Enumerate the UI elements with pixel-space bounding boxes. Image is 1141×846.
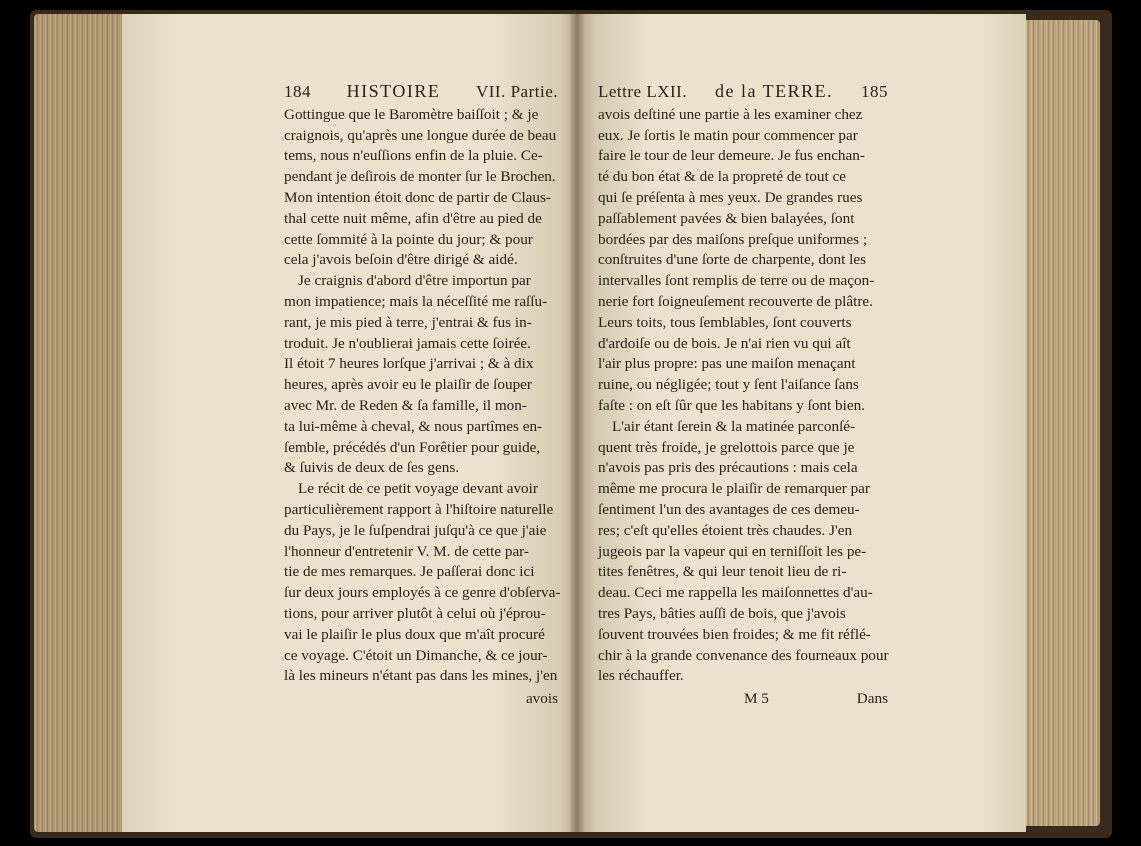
text-line: n'avois pas pris des précautions : mais cela <box>598 459 858 477</box>
text-line: chir à la grande convenance des fourneaux pour <box>598 646 889 664</box>
text-line: ſouvent trouvées bien froides; & me fit réflé- <box>598 625 871 643</box>
text-line: avec Mr. de Reden & ſa famille, il mon- <box>284 396 527 414</box>
right-catchword: Dans <box>856 690 888 708</box>
text-line: faire le tour de leur demeure. Je fus enchan- <box>598 147 865 165</box>
text-line: jugeois par la vapeur qui en terniſſoit les pe- <box>598 542 867 560</box>
text-line: L'air étant ſerein & la matinée parconſé- <box>612 417 856 435</box>
text-line: ſur deux jours employés à ce genre d'obſerva- <box>284 584 561 602</box>
text-line: là les mineurs n'étant pas dans les mines, j'en <box>284 667 558 685</box>
text-line: d'ardoiſe ou de bois. Je n'ai rien vu qui aît <box>598 334 851 352</box>
text-line: Je craignis d'abord d'être importun par <box>298 272 531 290</box>
text-line: té du bon état & de la propreté de tout ce <box>598 168 846 186</box>
text-line: res; c'eſt qu'elles étoient très chaudes. J'en <box>598 521 853 539</box>
text-line: ſemble, précédés d'un Forêtier pour guide, <box>284 438 541 456</box>
text-line: heures, après avoir eu le plaiſir de ſouper <box>284 376 532 394</box>
right-running-title: de la TERRE. <box>714 81 834 101</box>
text-line: particulièrement rapport à l'hiſtoire naturelle <box>284 500 554 518</box>
text-line: tres Pays, bâties auſſi de bois, que j'avois <box>598 604 846 622</box>
text-line: ta lui-même à cheval, & nous partîmes en- <box>284 417 543 435</box>
text-line: Mon intention étoit donc de partir de Claus- <box>284 188 551 206</box>
right-footer <box>598 689 888 710</box>
text-line: avois deſtiné une partie à les examiner chez <box>598 105 863 123</box>
right-running-head <box>598 81 888 103</box>
text-line: l'air plus propre: pas une maiſon menaçant <box>598 355 856 373</box>
text-line: cela j'avois beſoin d'être dirigé & aidé. <box>284 251 518 269</box>
text-line: ruine, ou négligée; tout y ſent l'aiſance ſans <box>598 376 859 394</box>
text-line: tites fenêtres, & qui leur tenoit lieu de ri- <box>598 563 847 581</box>
text-line: du Pays, je le ſuſpendrai juſqu'à ce que j'aie <box>284 521 547 539</box>
text-line: qui ſe préſenta à mes yeux. De grandes rues <box>598 188 863 206</box>
left-page-number: 184 <box>284 82 311 101</box>
left-page-text <box>284 81 561 710</box>
text-line: ſentiment l'un des avantages de ces demeu- <box>598 500 860 518</box>
text-line: ce voyage. C'étoit un Dimanche, & ce jour- <box>284 646 548 664</box>
text-line: l'honneur d'entretenir V. M. de cette par- <box>284 542 529 560</box>
text-line: les réchauffer. <box>598 667 684 685</box>
page-edges-left <box>34 14 130 832</box>
text-line: thal cette nuit même, afin d'être au pied de <box>284 209 542 227</box>
right-running-letter: Lettre LXII. <box>598 82 688 101</box>
text-line: bordées par des maiſons preſque uniformes ; <box>598 230 868 248</box>
text-line: troduit. Je n'oublierai jamais cette ſoirée. <box>284 334 531 352</box>
text-line: Gottingue que le Baromètre baiſſoit ; & je <box>284 105 539 123</box>
text-line: mon impatience; mais la néceſſité me raſſu- <box>284 292 548 310</box>
right-page-text <box>598 81 888 710</box>
text-line: Le récit de ce petit voyage devant avoir <box>298 480 538 498</box>
right-page-number: 185 <box>860 82 888 101</box>
left-catchword: avois <box>525 690 558 708</box>
left-body <box>284 105 561 687</box>
text-line: même me procura le plaiſir de remarquer par <box>598 480 870 498</box>
text-line: paſſablement pavées & bien balayées, ſont <box>598 209 855 227</box>
text-line: craignois, qu'après une longue durée de beau <box>284 126 557 144</box>
right-signature-mark: M 5 <box>744 690 769 708</box>
text-line: & ſuivis de deux de ſes gens. <box>284 459 460 477</box>
text-line: deau. Ceci me rappella les maiſonnettes d'au- <box>598 584 873 602</box>
text-line: eux. Je ſortis le matin pour commencer par <box>598 126 858 144</box>
text-line: Il étoit 7 heures lorſque j'arrivai ; & à dix <box>284 355 534 373</box>
text-line: rant, je mis pied à terre, j'entrai & fus in- <box>284 313 532 331</box>
text-line: pendant je deſirois de monter ſur le Brochen. <box>284 168 556 186</box>
page-edges-right <box>1020 20 1100 826</box>
left-footer <box>284 689 558 710</box>
left-running-part: VII. Partie. <box>475 82 558 101</box>
text-line: nerie fort ſoigneuſement recouverte de plâtre. <box>598 292 873 310</box>
text-line: vai le plaiſir le plus doux que m'aît procuré <box>284 625 545 643</box>
text-line: Leurs toits, tous ſemblables, ſont couverts <box>598 313 852 331</box>
text-line: cette ſommité à la pointe du jour; & pour <box>284 230 533 248</box>
text-line: quent très froide, je grelottois parce que je <box>598 438 855 456</box>
left-running-title: HISTOIRE <box>346 81 441 101</box>
text-line: tems, nous n'euſſions enfin de la pluie. Ce- <box>284 147 543 165</box>
text-line: tions, pour arriver plutôt à celui où j'éprou- <box>284 604 546 622</box>
right-body <box>598 105 888 687</box>
text-line: faſte : on eſt ſûr que les habitans y ſont bien. <box>598 396 865 414</box>
text-line: intervalles ſont remplis de terre ou de maçon- <box>598 272 875 290</box>
left-running-head <box>284 81 558 103</box>
text-line: tie de mes remarques. Je paſſerai donc ici <box>284 563 535 581</box>
book-gutter <box>570 14 584 832</box>
text-line: conſtruites d'une ſorte de charpente, dont les <box>598 251 867 269</box>
